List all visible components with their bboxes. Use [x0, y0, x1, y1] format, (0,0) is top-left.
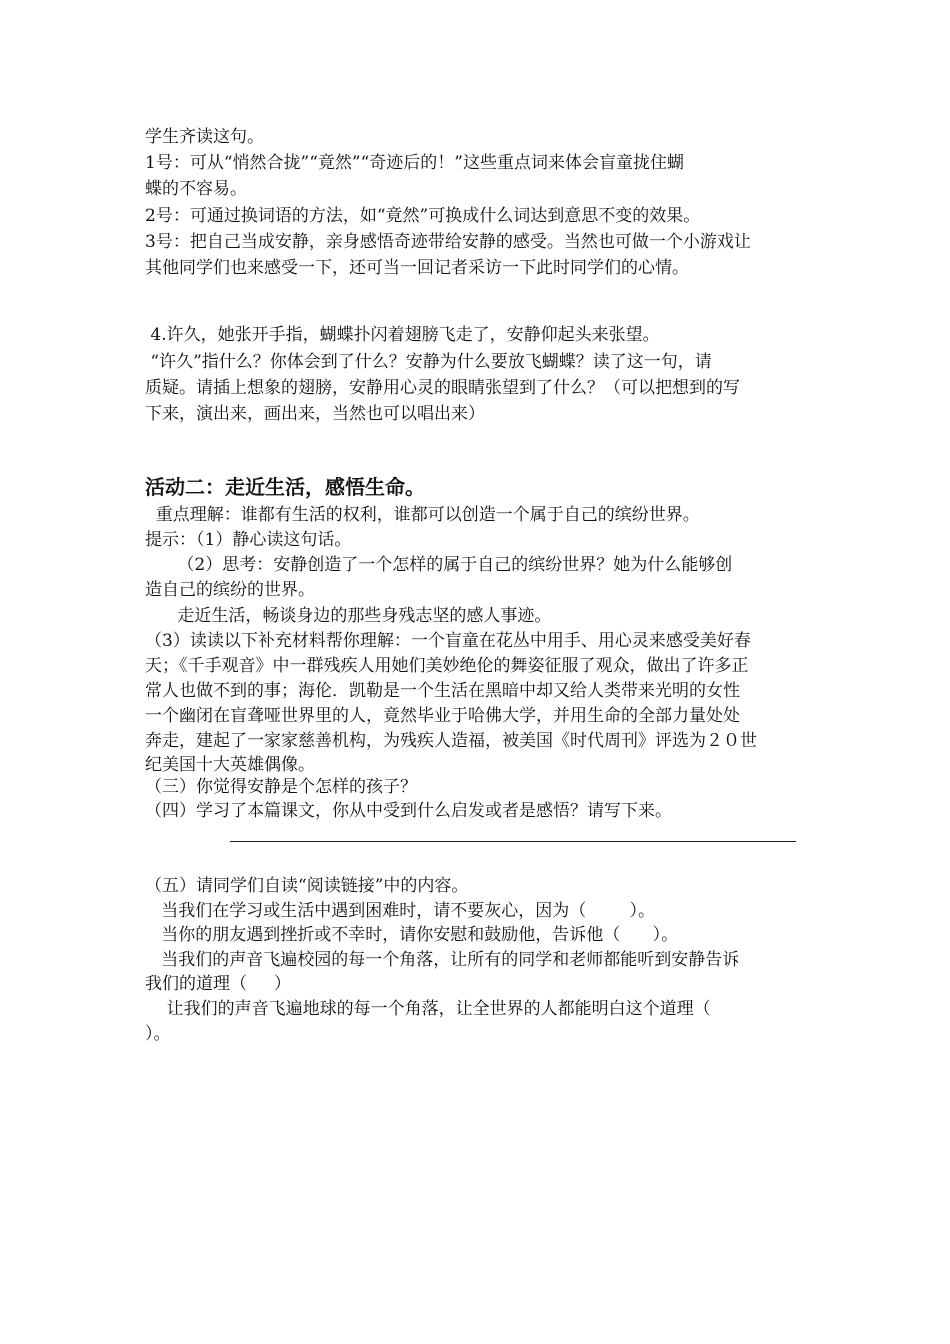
text-line: 纪美国十大英雄偶像。 [145, 755, 315, 775]
text-line: 下来，演出来，画出来，当然也可以唱出来） [145, 404, 485, 424]
text-line: 当我们在学习或生活中遇到困难时，请不要灰心，因为（ ）。 [145, 901, 655, 921]
text-line: 4.许久，她张开手指，蝴蝶扑闪着翅膀飞走了，安静仰起头来张望。 [145, 325, 660, 345]
text-line: 2号：可通过换词语的方法，如“竟然”可换成什么词达到意思不变的效果。 [145, 206, 701, 226]
text-line: （2）思考：安静创造了一个怎样的属于自己的缤纷世界？她为什么能够创 [145, 555, 733, 575]
text-line: 学生齐读这句。 [145, 127, 264, 147]
text-line: 一个幽闭在盲聋哑世界里的人，竟然毕业于哈佛大学，并用生命的全部力量处处 [145, 706, 740, 726]
text-line: 质疑。请插上想象的翅膀，安静用心灵的眼睛张望到了什么？（可以把想到的写 [145, 378, 740, 398]
text-line: 1号：可从“悄然合拢”“竟然”“奇迹后的！”这些重点词来体会盲童拢住蝴 [145, 153, 684, 173]
text-line: 我们的道理（ ） [145, 974, 292, 994]
text-line: ）。 [145, 1024, 171, 1044]
text-line: 3号：把自己当成安静，亲身感悟奇迹带给安静的感受。当然也可做一个小游戏让 [145, 232, 751, 252]
text-line: （3）读读以下补充材料帮你理解：一个盲童在花丛中用手、用心灵来感受美好春 [145, 631, 751, 651]
text-line: （四）学习了本篇课文，你从中受到什么启发或者是感悟？请写下来。 [145, 801, 672, 821]
text-line: 提示：（1）静心读这句话。 [145, 530, 352, 550]
section-heading: 活动二：走近生活，感悟生命。 [145, 475, 425, 499]
text-line: 天；《千手观音》中一群残疾人用她们美妙绝伦的舞姿征服了观众，做出了许多正 [145, 656, 749, 676]
text-line: 当你的朋友遇到挫折或不幸时，请你安慰和鼓励他，告诉他（ ）。 [145, 925, 679, 945]
text-line: 常人也做不到的事；海伦．凯勒是一个生活在黑暗中却又给人类带来光明的女性 [145, 681, 740, 701]
text-line: 奔走，建起了一家家慈善机构，为残疾人造福，被美国《时代周刊》评选为２０世 [145, 731, 757, 751]
text-line: （三）你觉得安静是个怎样的孩子？ [145, 777, 417, 797]
text-line: “许久”指什么？你体会到了什么？安静为什么要放飞蝴蝶？读了这一句，请 [145, 352, 712, 372]
text-line: 走近生活，畅谈身边的那些身残志坚的感人事迹。 [145, 606, 552, 626]
answer-line [230, 841, 796, 842]
text-line: 其他同学们也来感受一下，还可当一回记者采访一下此时同学们的心情。 [145, 258, 689, 278]
text-line: 重点理解：谁都有生活的权利，谁都可以创造一个属于自己的缤纷世界。 [145, 505, 700, 525]
text-line: （五）请同学们自读“阅读链接”中的内容。 [145, 876, 469, 896]
text-line: 蝶的不容易。 [145, 179, 247, 199]
text-line: 让我们的声音飞遍地球的每一个角落，让全世界的人都能明白这个道理（ [145, 999, 711, 1019]
text-line: 当我们的声音飞遍校园的每一个角落，让所有的同学和老师都能听到安静告诉 [145, 950, 740, 970]
text-line: 造自己的缤纷的世界。 [145, 580, 315, 600]
